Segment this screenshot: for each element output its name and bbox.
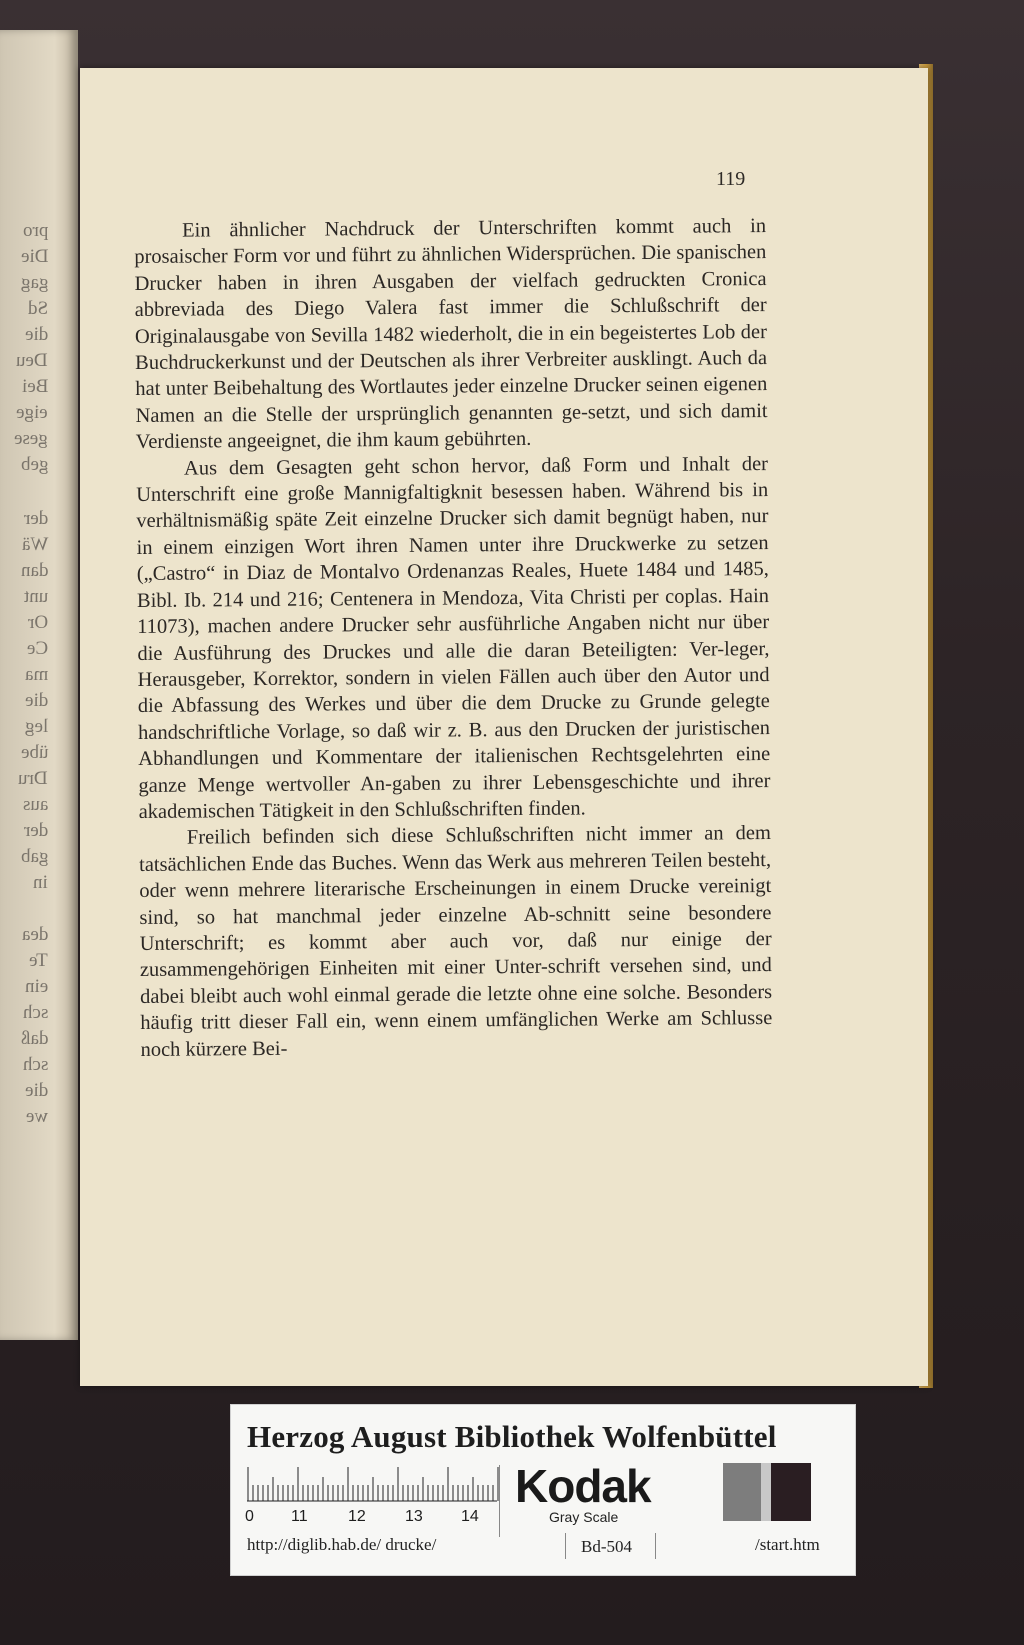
shelfmark: Bd-504 — [581, 1537, 632, 1556]
facing-page-fragment: pro — [22, 220, 48, 241]
facing-page-fragment: dan — [20, 560, 48, 581]
facing-page-fragment: Bei — [21, 376, 48, 397]
paragraph-1: Ein ähnlicher Nachdruck der Unterschriften kommt auch in prosaischer Form vor und führt zu ähnlichen Widersprüchen. Die spanischen Drucker haben in ihren Ausgaben der vielfach gedruckten Cronica abbreviada des Diego Valera fast immer die Schlußschrift der Originalausgabe von Sevilla 1482 wiederholt, die in ein begeistertes Lob der Buchdruckerkunst und der Deutschen als ihrer Verbreiter ausklingt. Auch da hat unter Beibehaltung des Wortlautes jeder einzelne Drucker seinen eigenen Namen an die Stelle der ursprünglich genannten ge-setzt, und sich damit Verdienste angeeignet, die ihm kaum gebührten. — [134, 215, 768, 454]
facing-page-fragment: ma — [24, 664, 48, 685]
facing-page-fragment: sch — [22, 1054, 48, 1075]
facing-page-fragment: Deu — [16, 350, 48, 371]
facing-page-fragment: Ce — [26, 638, 48, 659]
facing-page-fragment: übe — [20, 742, 48, 763]
facing-page-fragment: Or — [27, 612, 48, 633]
ruler-labels — [245, 1508, 505, 1528]
facing-page-fragment: Wä — [21, 534, 48, 555]
library-name: Herzog August Bibliothek Wolfenbüttel — [247, 1419, 777, 1454]
gray-swatch-dark — [771, 1463, 811, 1521]
facing-page-fragment: die — [24, 690, 48, 711]
ruler-label: 13 — [405, 1508, 423, 1525]
facing-page-fragment: die — [24, 324, 48, 345]
facing-page-fragment: Te — [29, 950, 48, 971]
facing-page-fragment: gese — [14, 428, 48, 449]
facing-page-fragment: we — [25, 1106, 48, 1127]
gray-swatch-mid — [723, 1463, 761, 1521]
ruler-scale — [247, 1467, 507, 1503]
divider — [565, 1533, 566, 1559]
facing-page-fragment: ein — [24, 976, 48, 997]
gray-swatch-light — [761, 1463, 771, 1521]
paragraph-3: Freilich befinden sich diese Schlußschriften nicht immer an dem tatsächlichen Ende das Buches. Wenn das Werk aus mehreren Teilen besteht, oder wenn mehrere literarische Erscheinungen in einem Drucke vereinigt sind, so hat manchmal jeder einzelne Ab-schnitt seine besondere Unterschrift; es kommt aber auch vor, daß nur einige der zusammengehörigen Einheiten mit einer Unter-schrift versehen sind, und dabei bleibt auch wohl einmal gerade die letzte ohne eine solche. Besonders häufig tritt dieser Fall ein, wenn einem umfänglichen Werke am Schlusse noch kürzere Bei- — [138, 822, 773, 1061]
paragraph-2: Aus dem Gesagten geht schon hervor, daß Form und Inhalt der Unterschrift eine große Mannigfaltigknit besessen haben. Während bis in verhältnismäßig späte Zeit einzelne Drucker sich damit begnügt haben, nur in einem einzigen Wort ihren Namen unter ihre Druckwerke zu setzen („Castro“ in Diaz de Montalvo Ordenanzas Reales, Huete 1484 und 1485, Bibl. Ib. 214 und 216; Centenera in Mendoza, Vita Christi per coplas. Hain 11073), machen andere Drucker sehr ausführliche Angaben nicht nur über die Ausführung des Druckes und alle die daran Beteiligten: Ver-leger, Herausgeber, Korrektor, sondern in vielen Fällen auch über den Autor und die Abfassung des Werkes und über die dem Drucke zu Grunde gelegte handschriftliche Vorlage, so daß wir z. B. aus den Drucken der juristischen Abhandlungen und Kommentare der italienischen Rechtsgelehrten eine ganze Menge wertvoller An-gaben zu ihrer Lebensgeschichte und ihrer akademischen Tätigkeit in den Schlußschriften finden. — [136, 452, 771, 823]
facing-page-fragment: unt — [23, 586, 48, 607]
facing-page-fragment: daß — [20, 1028, 48, 1049]
gray-scale-label: Gray Scale — [549, 1509, 619, 1525]
body-text — [134, 213, 773, 1063]
facing-page-fragment: leg — [24, 716, 48, 737]
facing-page-fragment: Sd — [27, 298, 48, 319]
facing-page-fragment: geb — [20, 454, 48, 475]
divider — [499, 1465, 500, 1537]
digitization-target-card — [230, 1404, 856, 1576]
facing-page-fragment: sch — [22, 1002, 48, 1023]
facing-page-edge — [0, 30, 78, 1340]
kodak-logo: Kodak — [515, 1460, 651, 1512]
facing-page-fragment: in — [33, 872, 48, 893]
facing-page-fragment: aus — [22, 794, 48, 815]
ruler-label: 14 — [461, 1508, 479, 1525]
facing-page-fragment: der — [23, 820, 48, 841]
facing-page-fragment: dea — [21, 924, 48, 945]
ruler-label: 11 — [291, 1508, 308, 1525]
facing-page-fragment: gab — [20, 846, 48, 867]
facing-page-fragment: Die — [20, 246, 48, 267]
facing-page-fragment: der — [23, 508, 48, 529]
page-number: 119 — [716, 168, 746, 190]
facing-page-fragment: die — [24, 1080, 48, 1101]
facing-page-fragment: eige — [16, 402, 48, 423]
url-prefix: http://diglib.hab.de/ drucke/ — [247, 1535, 437, 1554]
ruler-label: 0 — [245, 1508, 254, 1525]
divider — [655, 1533, 656, 1559]
facing-page-fragment: gag — [20, 272, 48, 293]
facing-page-fragment: Dru — [18, 768, 48, 789]
ruler-label: 12 — [348, 1508, 366, 1525]
url-suffix: /start.htm — [755, 1535, 820, 1554]
